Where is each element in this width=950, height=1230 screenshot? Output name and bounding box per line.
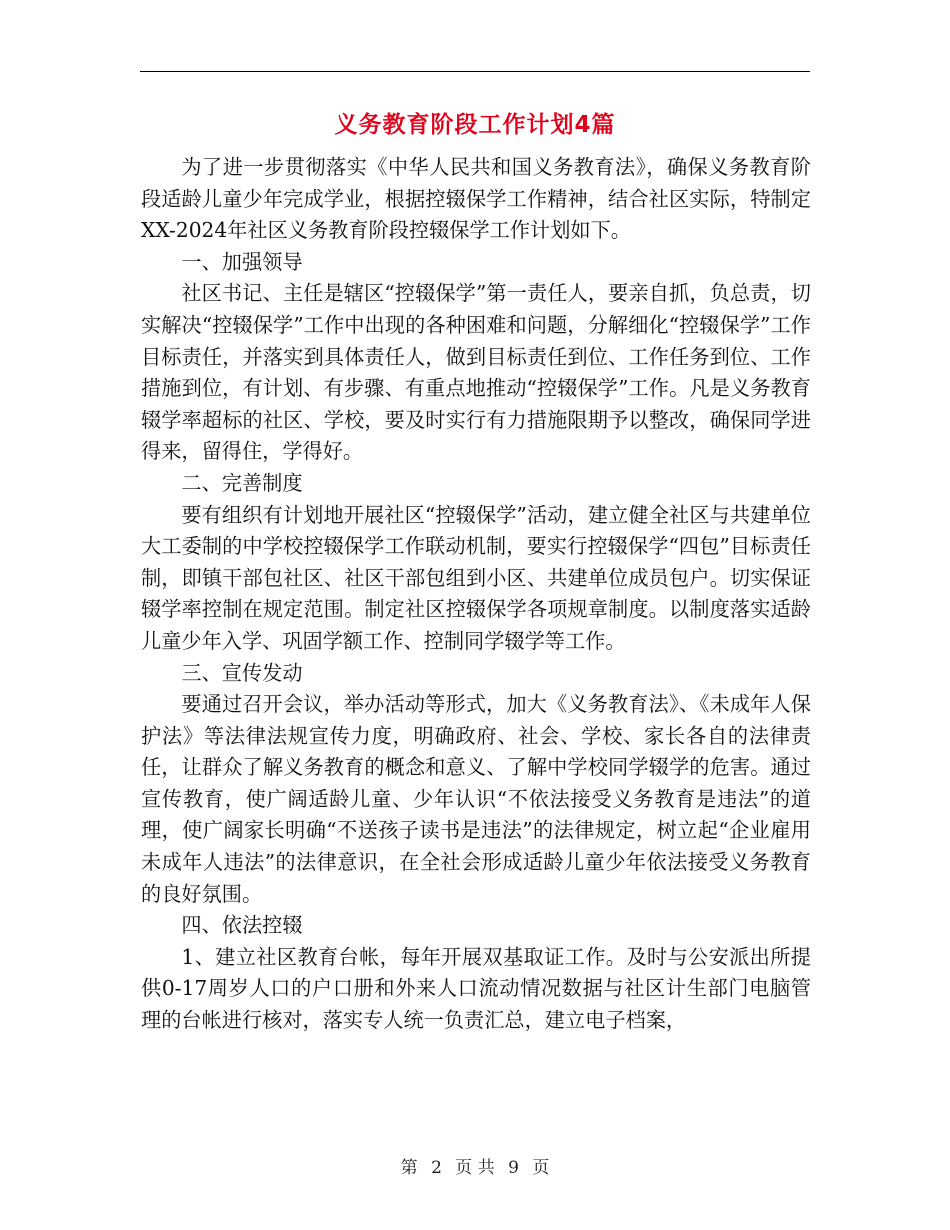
- footer-prefix: 第: [400, 1158, 418, 1178]
- document-body: [141, 152, 811, 1037]
- section-heading-1: 一、加强领导: [181, 249, 303, 274]
- footer-middle: 页 共: [455, 1158, 495, 1178]
- footer-total-pages: 9: [508, 1158, 519, 1178]
- footer-suffix: 页: [532, 1158, 550, 1178]
- paragraph-2: 要有组织有计划地开展社区“控辍保学”活动，建立健全社区与共建单位大工委制的中学校控辍保学工作联动机制，要实行控辍保学“四包”目标责任制，即镇干部包社区、社区干部包组到小区、共建单位成员包户。切实保证辍学率控制在规定范围。制定社区控辍保学各项规章制度。以制度落实适龄儿童少年入学、巩固学额工作、控制同学辍学等工作。: [141, 502, 811, 653]
- page-footer: [0, 1153, 950, 1178]
- footer-page-number: 2: [431, 1158, 442, 1178]
- paragraph-1: 社区书记、主任是辖区“控辍保学”第一责任人，要亲自抓，负总责，切实解决“控辍保学”工作中出现的各种困难和问题，分解细化“控辍保学”工作目标责任，并落实到具体责任人，做到目标责任到位、工作任务到位、工作措施到位，有计划、有步骤、有重点地推动“控辍保学”工作。凡是义务教育辍学率超标的社区、学校，要及时实行有力措施限期予以整改，确保同学进得来，留得住，学得好。: [141, 281, 811, 464]
- section-heading-4: 四、依法控辍: [181, 913, 303, 938]
- paragraph-3: 要通过召开会议，举办活动等形式，加大《义务教育法》、《未成年人保护法》等法律法规宣传力度，明确政府、社会、学校、家长各自的法律责任，让群众了解义务教育的概念和意义、了解中学校同学辍学的危害。通过宣传教育，使广阔适龄儿童、少年认识“不依法接受义务教育是违法”的道理，使广阔家长明确“不送孩子读书是违法”的法律规定，树立起“企业雇用未成年人违法”的法律意识，在全社会形成适龄儿童少年依法接受义务教育的良好氛围。: [141, 692, 811, 906]
- section-heading-3: 三、宣传发动: [181, 660, 303, 685]
- document-title: 义务教育阶段工作计划4篇: [334, 112, 616, 138]
- section-heading-2: 二、完善制度: [181, 470, 303, 495]
- header-rule: [140, 71, 810, 72]
- paragraph-4: 1、建立社区教育台帐，每年开展双基取证工作。及时与公安派出所提供0-17周岁人口的户口册和外来人口流动情况数据与社区计生部门电脑管理的台帐进行核对，落实专人统一负责汇总，建立电子档案，: [141, 944, 811, 1033]
- paragraph-intro: 为了进一步贯彻落实《中华人民共和国义务教育法》，确保义务教育阶段适龄儿童少年完成学业，根据控辍保学工作精神，结合社区实际，特制定XX-2024年社区义务教育阶段控辍保学工作计划如下。: [141, 155, 811, 243]
